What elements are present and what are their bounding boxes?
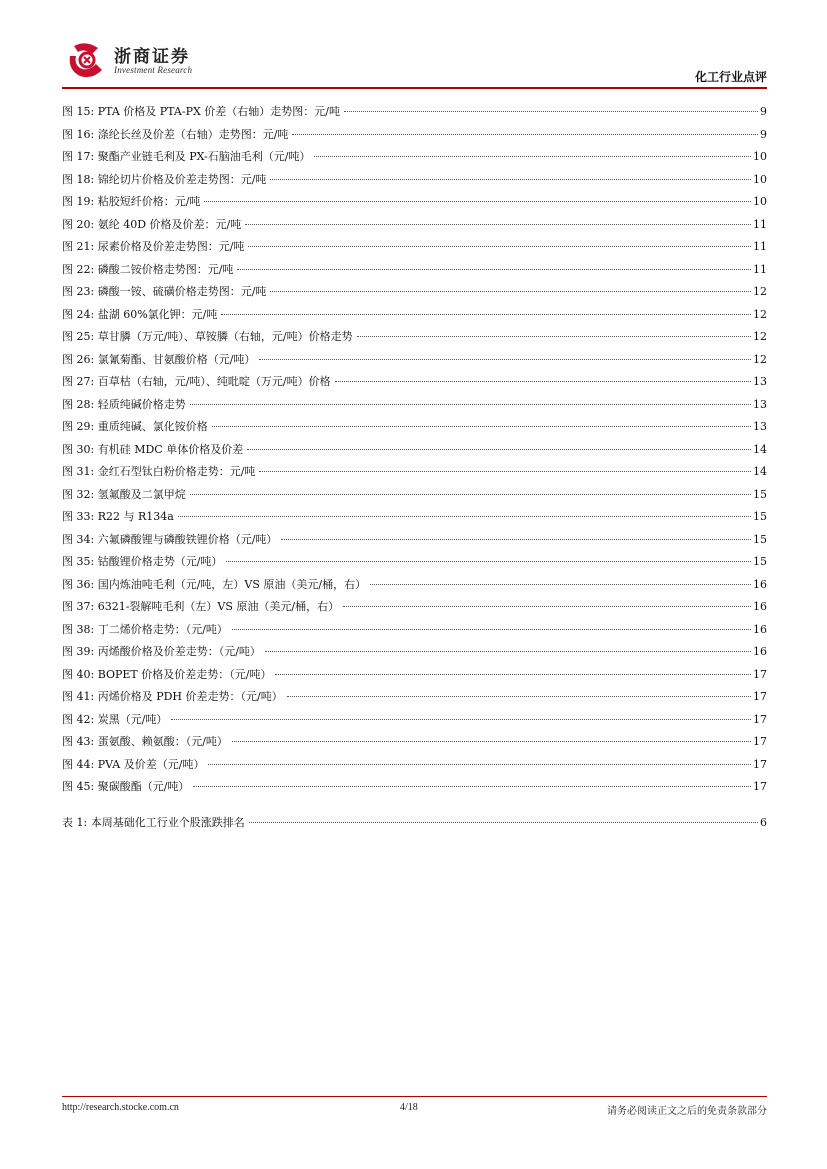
dot-leader: [171, 719, 751, 720]
page-number: 4/18: [400, 1102, 418, 1113]
entry-label: 图 33: R22 与 R134a: [62, 510, 174, 524]
entry-label: 图 19: 粘胶短纤价格：元/吨: [62, 195, 201, 209]
figure-entry[interactable]: [62, 169, 767, 192]
figure-entry[interactable]: [62, 101, 767, 124]
footer-divider: [62, 1096, 767, 1097]
dot-leader: [226, 561, 751, 562]
toc-entry[interactable]: [62, 169, 767, 192]
entry-label: 图 40: BOPET 价格及价差走势：（元/吨）: [62, 667, 272, 681]
toc-entry[interactable]: [62, 214, 767, 237]
toc-entry[interactable]: [62, 439, 767, 462]
toc-entry[interactable]: [62, 812, 767, 834]
toc-entry[interactable]: [62, 709, 767, 732]
toc-entry[interactable]: [62, 551, 767, 574]
entry-page-number: 16: [753, 600, 767, 614]
figure-entry[interactable]: [62, 731, 767, 754]
toc-entry[interactable]: [62, 304, 767, 327]
zheshang-logo-icon: [66, 42, 106, 78]
entry-label: 图 43: 蛋氨酸、赖氨酸：（元/吨）: [62, 735, 228, 749]
entry-page-number: 17: [753, 712, 767, 726]
dot-leader: [259, 471, 751, 472]
entry-page-number: 12: [753, 330, 767, 344]
figure-entry[interactable]: [62, 326, 767, 349]
entry-page-number: 17: [753, 735, 767, 749]
entry-label: 图 37: 6321-裂解吨毛利（左）VS 原油（美元/桶，右）: [62, 600, 340, 614]
toc-entry[interactable]: [62, 349, 767, 372]
dot-leader: [292, 134, 758, 135]
dot-leader: [212, 426, 751, 427]
figure-entry[interactable]: [62, 259, 767, 282]
entry-label: 图 34: 六氟磷酸锂与磷酸铁锂价格（元/吨）: [62, 532, 278, 546]
disclaimer-note: 请务必阅读正文之后的免责条款部分: [607, 1106, 767, 1117]
toc-entry[interactable]: [62, 686, 767, 709]
entry-page-number: 10: [753, 150, 767, 164]
entry-page-number: 11: [753, 240, 767, 254]
entry-page-number: 10: [753, 172, 767, 186]
brand-english: Investment Research: [114, 65, 193, 75]
toc-entry[interactable]: [62, 124, 767, 147]
entry-label: 图 35: 钴酸锂价格走势（元/吨）: [62, 555, 223, 569]
figure-entry[interactable]: [62, 304, 767, 327]
figure-entry[interactable]: [62, 281, 767, 304]
entry-page-number: 17: [753, 757, 767, 771]
figure-entry[interactable]: [62, 641, 767, 664]
entry-page-number: 12: [753, 285, 767, 299]
dot-leader: [221, 314, 751, 315]
toc-entry[interactable]: [62, 596, 767, 619]
figure-entry[interactable]: [62, 146, 767, 169]
toc-entry[interactable]: [62, 461, 767, 484]
entry-page-number: 13: [753, 397, 767, 411]
dot-leader: [193, 786, 751, 787]
entry-page-number: 9: [760, 105, 767, 118]
entry-page-number: 11: [753, 217, 767, 231]
toc-entry[interactable]: [62, 529, 767, 552]
dot-leader: [245, 224, 751, 225]
figure-entry[interactable]: [62, 754, 767, 777]
figure-entry[interactable]: [62, 124, 767, 147]
dot-leader: [344, 111, 758, 112]
figure-entry[interactable]: [62, 529, 767, 552]
dot-leader: [314, 156, 751, 157]
entry-label: 图 25: 草甘膦（万元/吨）、草铵膦（右轴，元/吨）价格走势: [62, 330, 353, 344]
brand-name: 浙商证券: [114, 47, 190, 67]
figure-entry[interactable]: [62, 484, 767, 507]
entry-label: 图 31: 金红石型钛白粉价格走势：元/吨: [62, 465, 256, 479]
entry-label: 图 23: 磷酸一铵、硫磺价格走势图：元/吨: [62, 285, 267, 299]
figure-entry[interactable]: [62, 214, 767, 237]
figure-entry[interactable]: [62, 371, 767, 394]
dot-leader: [247, 449, 751, 450]
toc-entry[interactable]: [62, 731, 767, 754]
entry-page-number: 11: [753, 262, 767, 276]
dot-leader: [281, 539, 751, 540]
entry-page-number: 14: [753, 465, 767, 479]
figure-entry[interactable]: [62, 776, 767, 799]
report-type: 化工行业点评: [694, 70, 767, 84]
entry-page-number: 9: [760, 127, 767, 141]
entry-label: 图 44: PVA 及价差（元/吨）: [62, 757, 205, 771]
entry-page-number: 15: [753, 532, 767, 546]
toc-entry[interactable]: [62, 619, 767, 642]
entry-page-number: 17: [753, 690, 767, 704]
dot-leader: [190, 494, 751, 495]
entry-label: 图 30: 有机硅 MDC 单体价格及价差: [62, 442, 244, 456]
toc-entry[interactable]: [62, 776, 767, 799]
toc-entry[interactable]: [62, 641, 767, 664]
figure-entry[interactable]: [62, 349, 767, 372]
toc-entry[interactable]: [62, 146, 767, 169]
figure-list: [62, 101, 767, 799]
table-list: [62, 812, 767, 834]
dot-leader: [270, 291, 751, 292]
entry-page-number: 17: [753, 780, 767, 794]
entry-label: 图 28: 轻质纯碱价格走势: [62, 397, 186, 411]
figure-entry[interactable]: [62, 664, 767, 687]
entry-label: 图 21: 尿素价格及价差走势图：元/吨: [62, 240, 245, 254]
footer-url[interactable]: http://research.stocke.com.cn: [62, 1102, 179, 1113]
toc-entry[interactable]: [62, 101, 767, 124]
dot-leader: [232, 741, 751, 742]
dot-leader: [275, 674, 751, 675]
entry-page-number: 17: [753, 667, 767, 681]
figure-entry[interactable]: [62, 551, 767, 574]
table-entry[interactable]: [62, 812, 767, 834]
entry-label: 图 41: 丙烯价格及 PDH 价差走势：（元/吨）: [62, 690, 283, 704]
entry-page-number: 14: [753, 442, 767, 456]
dot-leader: [178, 516, 751, 517]
entry-page-number: 16: [753, 577, 767, 591]
entry-page-number: 6: [760, 816, 767, 829]
entry-label: 图 42: 炭黑（元/吨）: [62, 712, 168, 726]
dot-leader: [208, 764, 751, 765]
toc-entry[interactable]: [62, 191, 767, 214]
dot-leader: [287, 696, 751, 697]
toc-entry[interactable]: [62, 484, 767, 507]
entry-label: 图 24: 盐湖 60%氯化钾：元/吨: [62, 307, 218, 321]
entry-label: 图 18: 锦纶切片价格及价差走势图：元/吨: [62, 172, 267, 186]
toc-entry[interactable]: [62, 281, 767, 304]
entry-page-number: 12: [753, 307, 767, 321]
page-header: [62, 38, 767, 90]
entry-label: 图 15: PTA 价格及 PTA-PX 价差（右轴）走势图：元/吨: [62, 105, 341, 118]
dot-leader: [357, 336, 751, 337]
entry-label: 图 17: 聚酯产业链毛利及 PX-石脑油毛利（元/吨）: [62, 150, 311, 164]
dot-leader: [204, 201, 751, 202]
entry-label: 图 29: 重质纯碱、氯化铵价格: [62, 420, 208, 434]
toc-entry[interactable]: [62, 394, 767, 417]
dot-leader: [259, 359, 751, 360]
toc-entry[interactable]: [62, 236, 767, 259]
dot-leader: [232, 629, 751, 630]
dot-leader: [370, 584, 751, 585]
entry-label: 图 16: 涤纶长丝及价差（右轴）走势图：元/吨: [62, 127, 289, 141]
toc-entry[interactable]: [62, 506, 767, 529]
toc-entry[interactable]: [62, 259, 767, 282]
header-divider: [62, 87, 767, 89]
figure-entry[interactable]: [62, 709, 767, 732]
entry-label: 图 36: 国内炼油吨毛利（元/吨，左）VS 原油（美元/桶，右）: [62, 577, 367, 591]
toc-entry[interactable]: [62, 574, 767, 597]
figure-entry[interactable]: [62, 596, 767, 619]
entry-label: 图 20: 氨纶 40D 价格及价差：元/吨: [62, 217, 242, 231]
entry-page-number: 13: [753, 420, 767, 434]
figure-entry[interactable]: [62, 574, 767, 597]
entry-label: 图 32: 氢氟酸及二氯甲烷: [62, 487, 186, 501]
dot-leader: [249, 822, 758, 823]
entry-page-number: 16: [753, 622, 767, 636]
dot-leader: [190, 404, 751, 405]
dot-leader: [265, 651, 751, 652]
figure-entry[interactable]: [62, 416, 767, 439]
figure-entry[interactable]: [62, 439, 767, 462]
figure-entry[interactable]: [62, 686, 767, 709]
dot-leader: [270, 179, 751, 180]
entry-page-number: 15: [753, 510, 767, 524]
entry-label: 图 22: 磷酸二铵价格走势图：元/吨: [62, 262, 234, 276]
entry-page-number: 15: [753, 487, 767, 501]
toc-entry[interactable]: [62, 326, 767, 349]
figure-entry[interactable]: [62, 191, 767, 214]
dot-leader: [248, 246, 751, 247]
entry-label: 图 45: 聚碳酸酯（元/吨）: [62, 780, 190, 794]
toc-entry[interactable]: [62, 754, 767, 777]
dot-leader: [335, 381, 751, 382]
figure-entry[interactable]: [62, 619, 767, 642]
entry-label: 图 26: 氯氰菊酯、甘氨酸价格（元/吨）: [62, 352, 256, 366]
toc-entry[interactable]: [62, 664, 767, 687]
figure-entry[interactable]: [62, 506, 767, 529]
dot-leader: [237, 269, 751, 270]
figure-entry[interactable]: [62, 394, 767, 417]
entry-label: 图 39: 丙烯酸价格及价差走势：（元/吨）: [62, 645, 261, 659]
entry-page-number: 16: [753, 645, 767, 659]
entry-page-number: 10: [753, 195, 767, 209]
entry-label: 图 27: 百草枯（右轴，元/吨）、纯吡啶（万元/吨）价格: [62, 375, 331, 389]
entry-page-number: 15: [753, 555, 767, 569]
dot-leader: [343, 606, 751, 607]
figure-entry[interactable]: [62, 461, 767, 484]
toc-entry[interactable]: [62, 416, 767, 439]
entry-page-number: 13: [753, 375, 767, 389]
entry-label: 图 38: 丁二烯价格走势：（元/吨）: [62, 622, 228, 636]
entry-page-number: 12: [753, 352, 767, 366]
figure-entry[interactable]: [62, 236, 767, 259]
toc-entry[interactable]: [62, 371, 767, 394]
entry-label: 表 1: 本周基础化工行业个股涨跌排名: [62, 816, 245, 829]
